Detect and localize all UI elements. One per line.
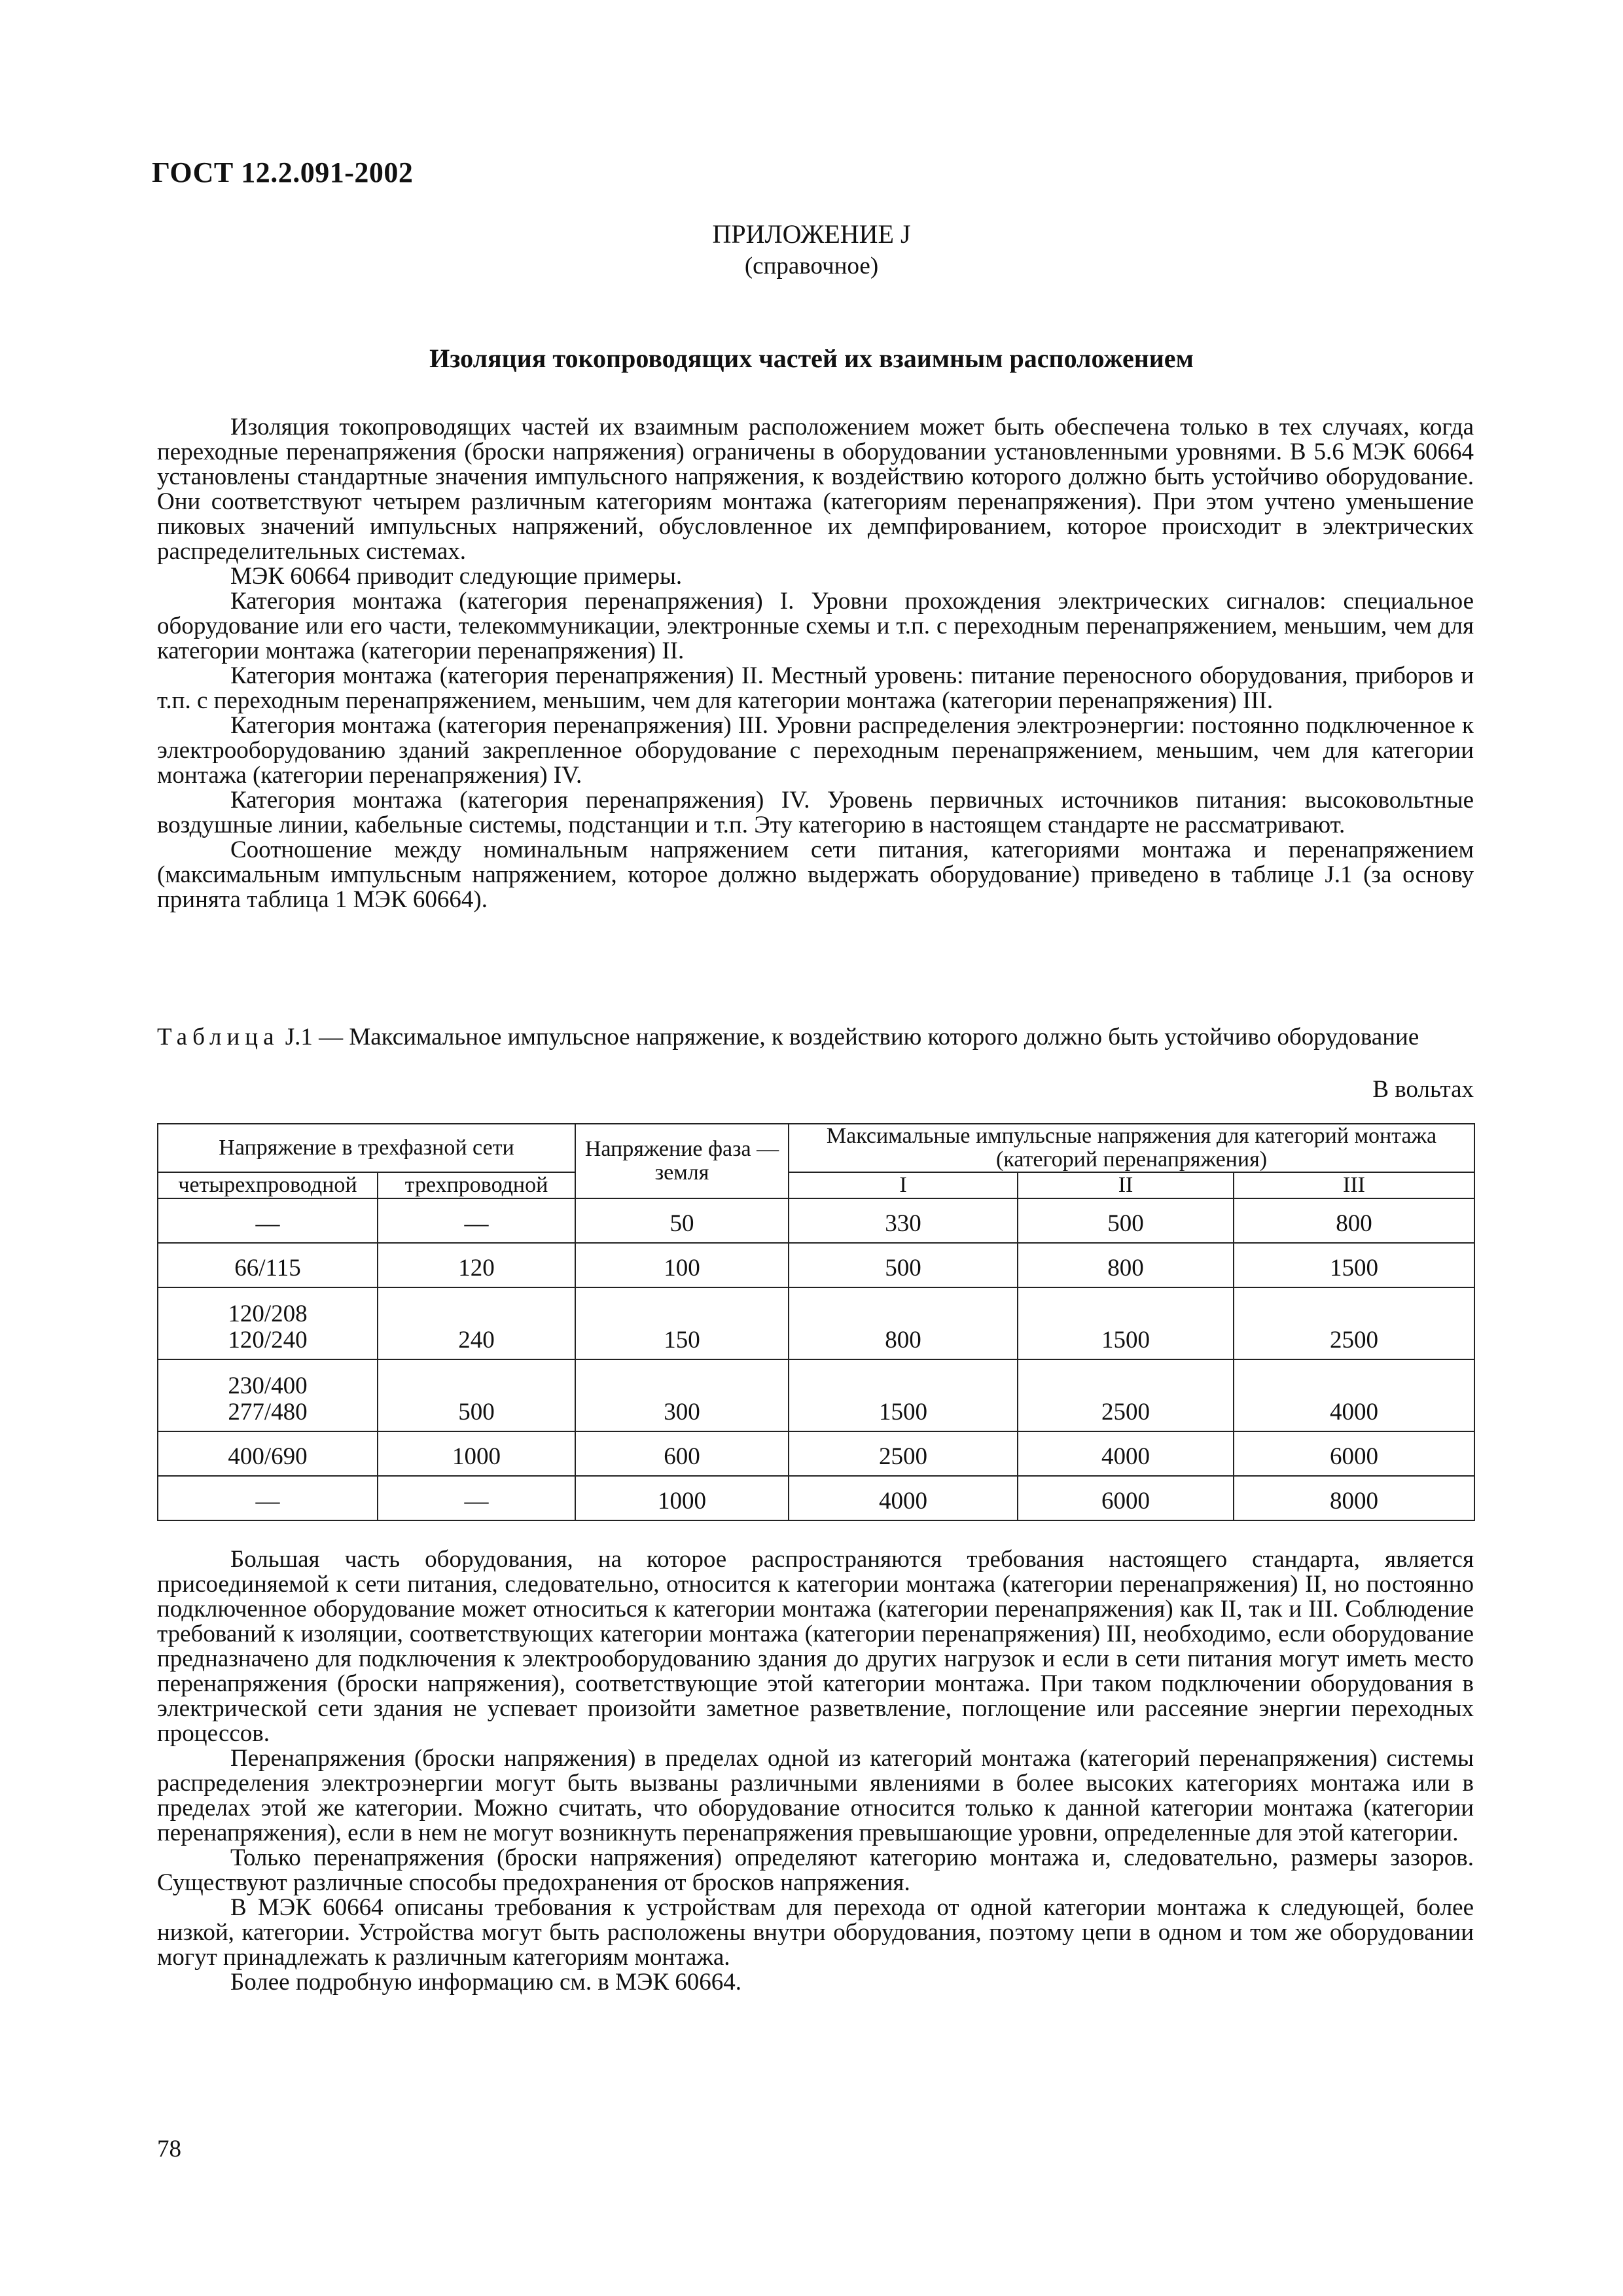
- cell-category-1: 800: [789, 1287, 1018, 1359]
- header-category-2: II: [1018, 1172, 1234, 1198]
- header-category-3: III: [1234, 1172, 1474, 1198]
- table-caption-text: J.1 — Максимальное импульсное напряжение, к воздействию которого должно быть устойчиво оборудование: [285, 1024, 1419, 1050]
- table-row: [158, 1243, 1474, 1287]
- cell-category-1: 1500: [789, 1359, 1018, 1431]
- paragraph: Только перенапряжения (броски напряжения) определяют категорию монтажа и, следовательно, размеры зазоров. Существуют различные способы предохранения от бросков напряжения.: [157, 1844, 1474, 1896]
- table-row: [158, 1198, 1474, 1243]
- cell-category-2: 2500: [1018, 1359, 1234, 1431]
- cell-category-1: 330: [789, 1198, 1018, 1243]
- paragraph: Соотношение между номинальным напряжением сети питания, категориями монтажа и перенапряжением (максимальным импульсным напряжением, которое должно выдержать оборудование) приведено в таблице J.1 (за основу принята таблица 1 МЭК 60664).: [157, 836, 1474, 913]
- cell-four-wire: —: [158, 1198, 378, 1243]
- body-text-top: [157, 415, 1474, 912]
- cell-category-3: 6000: [1234, 1431, 1474, 1476]
- paragraph: Перенапряжения (броски напряжения) в пределах одной из категорий монтажа (категорий перенапряжения) системы распределения электроэнергии могут быть вызваны различными явлениями в более высоких категориях монтажа или в пределах этой же категории. Можно считать, что оборудование относится только к данной категории монтажа (категории перенапряжения), если в нем не могут возникнуть перенапряжения превышающие уровни, определенные для этой категории.: [157, 1745, 1474, 1846]
- cell-category-1: 2500: [789, 1431, 1018, 1476]
- annex-subtitle: (справочное): [744, 253, 879, 279]
- cell-three-wire: 1000: [378, 1431, 575, 1476]
- header-max-impulse: Максимальные импульсные напряжения для категорий монтажа (категорий перенапряжения): [789, 1124, 1474, 1172]
- cell-three-wire: —: [378, 1476, 575, 1520]
- cell-category-2: 4000: [1018, 1431, 1234, 1476]
- table-caption-word: Таблица: [157, 1024, 279, 1050]
- paragraph: В МЭК 60664 описаны требования к устройствам для перехода от одной категории монтажа к следующей, более низкой, категории. Устройства могут быть расположены внутри оборудования, поэтому цепи в одном и том же оборудовании могут принадлежать к различным категориям монтажа.: [157, 1894, 1474, 1971]
- cell-category-3: 800: [1234, 1198, 1474, 1243]
- header-four-wire: четырехпроводной: [158, 1172, 378, 1198]
- annex-title: ПРИЛОЖЕНИЕ J: [712, 219, 911, 249]
- cell-phase-earth: 600: [575, 1431, 789, 1476]
- paragraph: Большая часть оборудования, на которое распространяются требования настоящего стандарта, является присоединяемой к сети питания, следовательно, относится к категории монтажа (категории перенапряжения) II, но постоянно подключенное оборудование может относиться к категории монтажа (категории перенапряжения) как II, так и III. Соблюдение требований к изоляции, соответствующих категории монтажа (категории перенапряжения) III, необходимо, если оборудование предназначено для подключения к электрооборудованию здания до других нагрузок и если в сети питания могут иметь место перенапряжения (броски напряжения), соответствующие этой категории монтажа. При таком подключении оборудования в электрической сети здания не успевает произойти заметное разветвление, поглощение или рассеяние энергии переходных процессов.: [157, 1546, 1474, 1747]
- table-row: [158, 1476, 1474, 1520]
- cell-phase-earth: 100: [575, 1243, 789, 1287]
- header-phase-earth: Напряжение фаза — земля: [575, 1124, 789, 1198]
- table-row: [158, 1431, 1474, 1476]
- paragraph: Категория монтажа (категория перенапряжения) IV. Уровень первичных источников питания: высоковольтные воздушные линии, кабельные системы, подстанции и т.п. Эту категорию в настоящем стандарте не рассматривают.: [157, 787, 1474, 838]
- cell-phase-earth: 300: [575, 1359, 789, 1431]
- cell-category-1: 4000: [789, 1476, 1018, 1520]
- voltage-table: [157, 1123, 1475, 1521]
- paragraph: Категория монтажа (категория перенапряжения) I. Уровни прохождения электрических сигналов: специальное оборудование или его части, телекоммуникации, электронные схемы и т.п. с переходным перенапряжением, меньшим, чем для категории монтажа (категории перенапряжения) II.: [157, 588, 1474, 664]
- paragraph: МЭК 60664 приводит следующие примеры.: [230, 563, 683, 590]
- cell-three-wire: 120: [378, 1243, 575, 1287]
- cell-category-3: 8000: [1234, 1476, 1474, 1520]
- header-three-phase: Напряжение в трехфазной сети: [158, 1124, 575, 1172]
- paragraph: Более подробную информацию см. в МЭК 60664.: [230, 1969, 742, 1996]
- cell-phase-earth: 1000: [575, 1476, 789, 1520]
- cell-category-2: 6000: [1018, 1476, 1234, 1520]
- cell-category-3: 4000: [1234, 1359, 1474, 1431]
- cell-category-2: 800: [1018, 1243, 1234, 1287]
- cell-four-wire: 66/115: [158, 1243, 378, 1287]
- paragraph: Категория монтажа (категория перенапряжения) III. Уровни распределения электроэнергии: постоянно подключенное к электрооборудованию зданий закрепленное оборудование с переходным перенапряжением, меньшим, чем для категории монтажа (категории перенапряжения) IV.: [157, 712, 1474, 789]
- cell-four-wire: 400/690: [158, 1431, 378, 1476]
- table-units: В вольтах: [1372, 1076, 1474, 1103]
- table-row: [158, 1287, 1474, 1359]
- page-number: 78: [157, 2136, 181, 2162]
- cell-category-3: 2500: [1234, 1287, 1474, 1359]
- cell-phase-earth: 50: [575, 1198, 789, 1243]
- cell-three-wire: 240: [378, 1287, 575, 1359]
- cell-three-wire: —: [378, 1198, 575, 1243]
- cell-phase-earth: 150: [575, 1287, 789, 1359]
- paragraph: Категория монтажа (категория перенапряжения) II. Местный уровень: питание переносного оборудования, приборов и т.п. с переходным перенапряжением, меньшим, чем для категории монтажа (категории перенапряжения) III.: [157, 662, 1474, 714]
- standard-code: ГОСТ 12.2.091-2002: [152, 156, 414, 188]
- cell-three-wire: 500: [378, 1359, 575, 1431]
- cell-four-wire: —: [158, 1476, 378, 1520]
- cell-category-2: 500: [1018, 1198, 1234, 1243]
- body-text-bottom: [157, 1547, 1474, 1995]
- header-three-wire: трехпроводной: [378, 1172, 575, 1198]
- header-category-1: I: [789, 1172, 1018, 1198]
- cell-four-wire: 230/400 277/480: [158, 1359, 378, 1431]
- table-caption: [157, 1025, 1474, 1050]
- paragraph: Изоляция токопроводящих частей их взаимным расположением может быть обеспечена только в тех случаях, когда переходные перенапряжения (броски напряжения) ограничены в оборудовании установленными уровнями. В 5.6 МЭК 60664 установлены стандартные значения импульсного напряжения, к воздействию которого должно быть устойчиво оборудование. Они соответствуют четырем различным категориям монтажа (категориям перенапряжения). При этом учтено уменьшение пиковых значений импульсных напряжений, обусловленное их демпфированием, которое происходит в электрических распределительных системах.: [157, 414, 1474, 565]
- cell-category-3: 1500: [1234, 1243, 1474, 1287]
- section-heading: Изоляция токопроводящих частей их взаимным расположением: [429, 344, 1194, 373]
- table-row: [158, 1359, 1474, 1431]
- cell-category-1: 500: [789, 1243, 1018, 1287]
- cell-four-wire: 120/208 120/240: [158, 1287, 378, 1359]
- cell-category-2: 1500: [1018, 1287, 1234, 1359]
